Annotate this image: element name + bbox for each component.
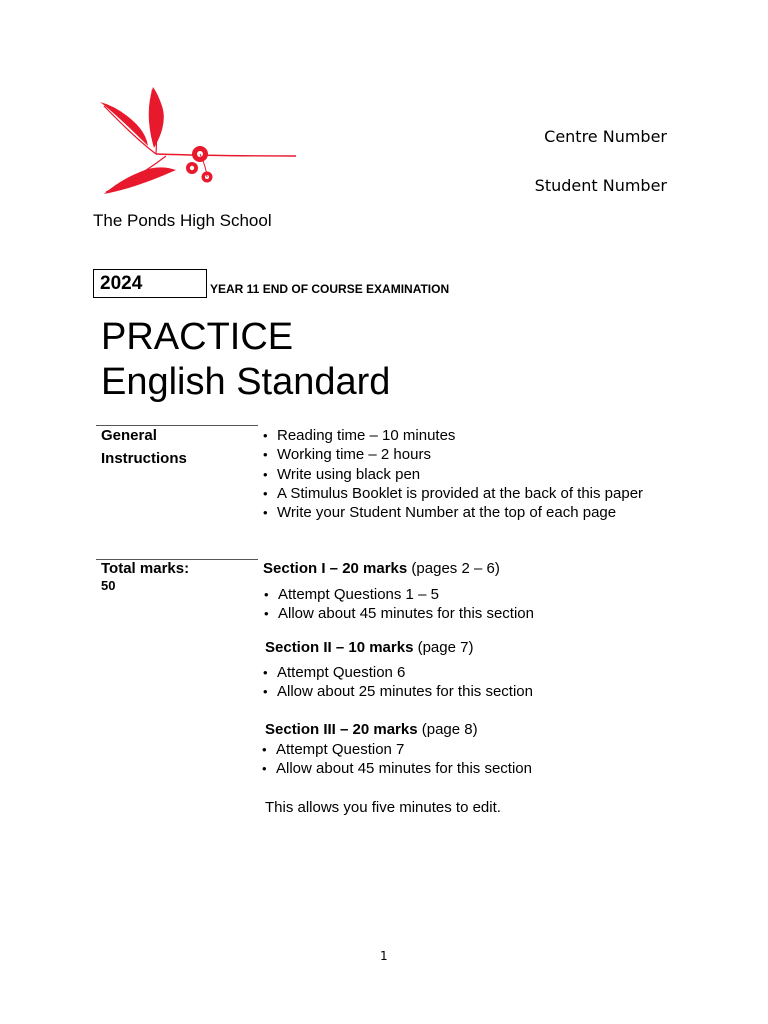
student-number-label: Student Number: [534, 176, 667, 195]
school-name: The Ponds High School: [93, 211, 272, 230]
list-item: • A Stimulus Booklet is provided at the back of this paper: [263, 484, 643, 503]
list-item: • Allow about 45 minutes for this section: [262, 759, 532, 778]
section-2-list: [263, 663, 533, 702]
list-item: • Write using black pen: [263, 465, 643, 484]
section-title: Section I – 20 marks: [263, 560, 408, 577]
general-instructions-label: General: [101, 427, 157, 444]
paper-title-line2: English Standard: [101, 361, 391, 403]
list-item: • Allow about 45 minutes for this section: [264, 604, 534, 623]
section-2-heading: [265, 639, 473, 656]
section-1-heading: [263, 560, 500, 577]
section-title: Section III – 20 marks: [265, 721, 418, 738]
page-number: 1: [380, 949, 388, 963]
school-logo-icon: [96, 84, 302, 200]
section-1-list: [264, 585, 534, 624]
total-marks-label: Total marks:: [101, 560, 190, 577]
section-pages: (page 7): [417, 639, 474, 656]
list-item: • Write your Student Number at the top of each page: [263, 503, 643, 522]
editing-note: This allows you five minutes to edit.: [265, 799, 501, 816]
paper-title-line1: PRACTICE: [101, 316, 294, 358]
divider: [96, 425, 258, 426]
section-pages: (pages 2 – 6): [411, 560, 500, 577]
list-item: • Attempt Question 7: [262, 740, 532, 759]
section-3-heading: [265, 721, 478, 738]
exam-year-box: 2024: [93, 269, 207, 298]
centre-number-label: Centre Number: [544, 127, 667, 146]
exam-title: YEAR 11 END OF COURSE EXAMINATION: [210, 282, 450, 296]
section-3-list: [262, 740, 532, 779]
list-item: • Reading time – 10 minutes: [263, 426, 643, 445]
section-title: Section II – 10 marks: [265, 639, 414, 656]
general-instructions-label: Instructions: [101, 450, 187, 467]
total-marks-value: 50: [101, 578, 116, 593]
list-item: • Attempt Question 6: [263, 663, 533, 682]
list-item: • Allow about 25 minutes for this section: [263, 682, 533, 701]
list-item: • Working time – 2 hours: [263, 445, 643, 464]
section-pages: (page 8): [421, 721, 478, 738]
list-item: • Attempt Questions 1 – 5: [264, 585, 534, 604]
general-instructions-list: [263, 426, 643, 522]
